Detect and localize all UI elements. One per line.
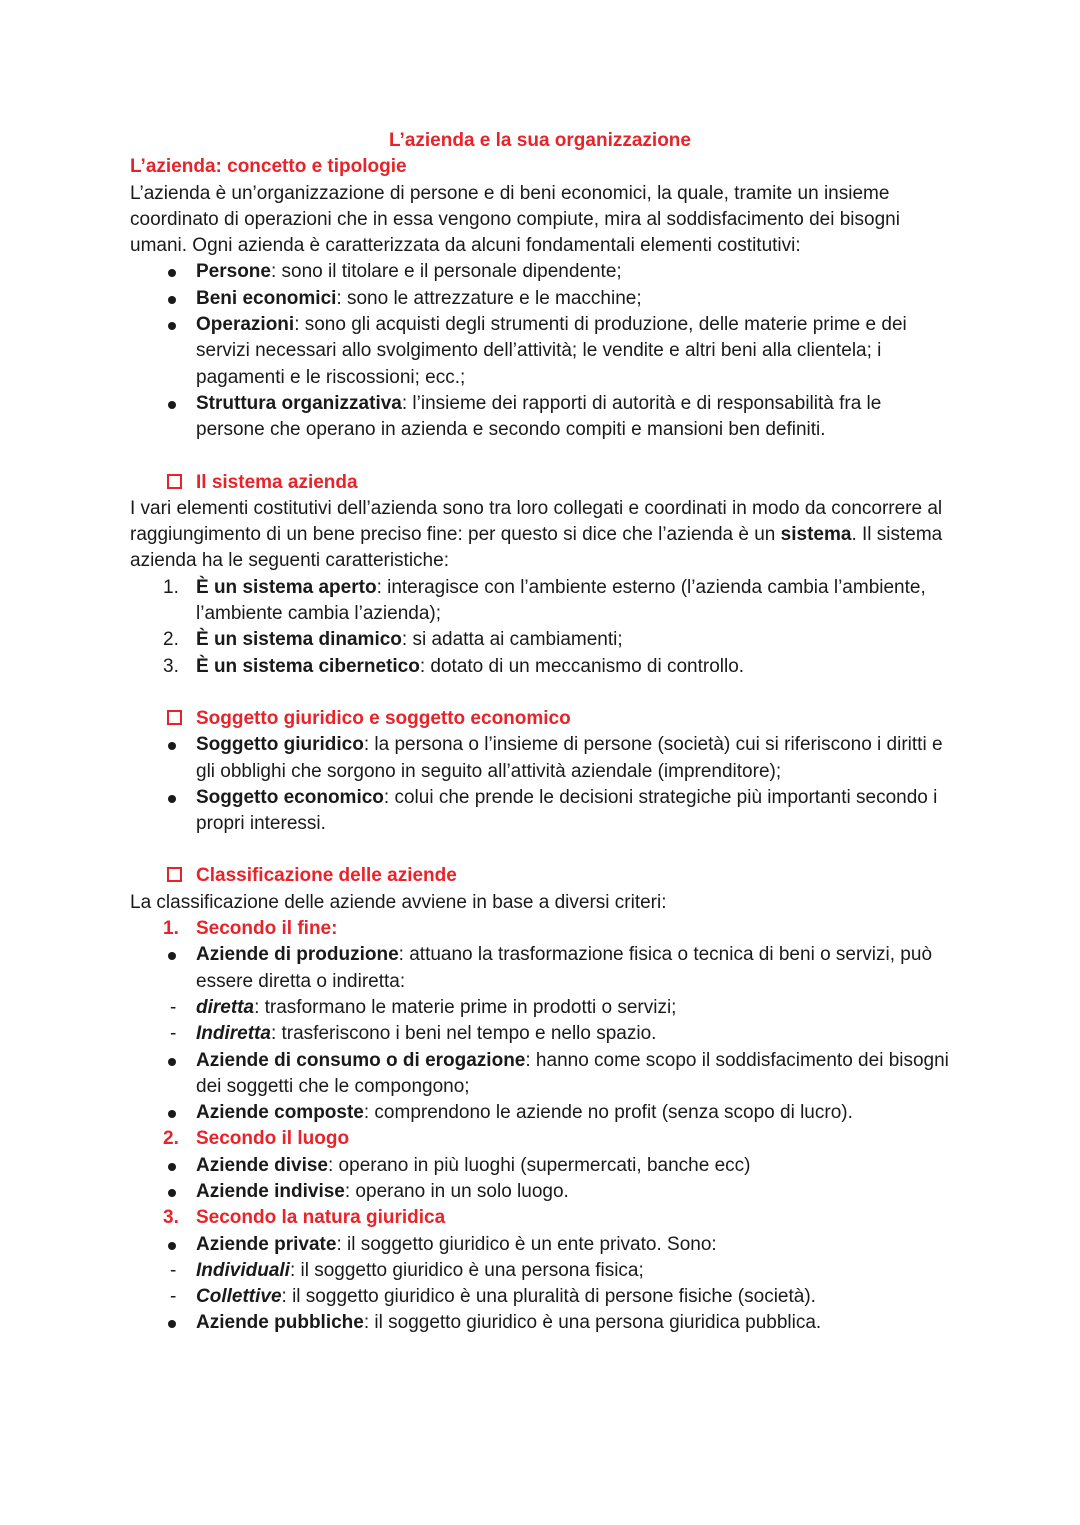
dash-icon: - bbox=[170, 1286, 177, 1308]
term: Aziende private bbox=[196, 1233, 337, 1255]
term: Collettive bbox=[196, 1286, 282, 1308]
section-intro-sistema bbox=[130, 496, 950, 575]
dash-icon: - bbox=[170, 1023, 177, 1045]
term: Persone bbox=[196, 261, 271, 283]
term: Indiretta bbox=[196, 1023, 271, 1045]
section-heading-concetto: L’azienda: concetto e tipologie bbox=[130, 156, 407, 178]
numbered-item bbox=[130, 575, 950, 628]
dash-item bbox=[130, 1021, 950, 1047]
term-desc: : sono le attrezzature e le macchine; bbox=[336, 287, 642, 309]
term: È un sistema cibernetico bbox=[196, 655, 420, 677]
term: Aziende indivise bbox=[196, 1180, 345, 1202]
list-item bbox=[130, 391, 950, 444]
term: Aziende di produzione bbox=[196, 944, 399, 966]
list-item bbox=[130, 1310, 950, 1336]
term: diretta bbox=[196, 996, 255, 1018]
criterion-label: Secondo la natura giuridica bbox=[196, 1207, 446, 1229]
checkbox-icon bbox=[167, 867, 182, 882]
term-desc: : si adatta ai cambiamenti; bbox=[401, 629, 623, 651]
term-desc: : dotato di un meccanismo di controllo. bbox=[419, 655, 745, 677]
list-item bbox=[130, 732, 950, 785]
term-desc: : il soggetto giuridico è un ente privato. Sono: bbox=[336, 1233, 717, 1255]
dash-item bbox=[130, 1284, 950, 1310]
bullet-icon bbox=[168, 1189, 176, 1197]
intro-text: . Il sistema azienda ha le seguenti caratteristiche: bbox=[130, 524, 943, 572]
item-number: 1. bbox=[163, 918, 179, 940]
dash-item bbox=[130, 995, 950, 1021]
criterion-label: Secondo il fine: bbox=[196, 918, 338, 940]
dash-icon: - bbox=[170, 1259, 177, 1281]
intro-bold: sistema bbox=[780, 524, 852, 546]
list-item bbox=[130, 1232, 950, 1258]
section-heading-sistema bbox=[130, 470, 950, 496]
term: Individuali bbox=[196, 1259, 290, 1281]
term: Soggetto economico bbox=[196, 786, 384, 808]
bullet-icon bbox=[168, 322, 176, 330]
criterion-heading bbox=[130, 1205, 950, 1231]
criterion-label: Secondo il luogo bbox=[196, 1128, 350, 1150]
criterion-heading bbox=[130, 1126, 950, 1152]
item-number: 2. bbox=[163, 629, 179, 651]
criterion-heading bbox=[130, 916, 950, 942]
checkbox-icon bbox=[167, 710, 182, 725]
bullet-icon bbox=[168, 795, 176, 803]
term-desc: : operano in più luoghi (supermercati, banche ecc) bbox=[328, 1154, 751, 1176]
term-desc: : colui che prende le decisioni strategiche più importanti secondo i propri interessi. bbox=[196, 786, 938, 835]
list-item bbox=[130, 1153, 950, 1179]
numbered-item bbox=[130, 654, 950, 680]
term-desc: : interagisce con l’ambiente esterno (l’azienda cambia l’ambiente, l’ambiente cambia l’azienda); bbox=[196, 576, 926, 625]
numbered-item bbox=[130, 627, 950, 653]
document-title: L’azienda e la sua organizzazione bbox=[389, 130, 691, 151]
term-desc: : trasformano le materie prime in prodotti o servizi; bbox=[254, 996, 677, 1018]
term-desc: : l’insieme dei rapporti di autorità e di responsabilità fra le persone che operano in azienda e secondo compiti e mansioni ben definiti. bbox=[196, 392, 882, 441]
section-intro-concetto: L’azienda è un’organizzazione di persone e di beni economici, la quale, tramite un insieme coordinato di operazioni che in essa vengono compiute, mira al soddisfacimento dei bisogni umani. Ogni azienda è caratterizzata da alcuni fondamentali elementi costitutivi: bbox=[130, 182, 900, 257]
item-number: 2. bbox=[163, 1128, 179, 1150]
term: È un sistema aperto bbox=[196, 576, 377, 598]
bullet-icon bbox=[168, 401, 176, 409]
term-desc: : operano in un solo luogo. bbox=[344, 1180, 569, 1202]
bullet-icon bbox=[168, 1320, 176, 1328]
document-page bbox=[130, 128, 950, 1337]
list-item bbox=[130, 785, 950, 838]
term: Soggetto giuridico bbox=[196, 734, 364, 756]
list-item bbox=[130, 286, 950, 312]
term: Operazioni bbox=[196, 314, 295, 336]
term-desc: : comprendono le aziende no profit (senza scopo di lucro). bbox=[363, 1102, 853, 1124]
bullet-icon bbox=[168, 1058, 176, 1066]
term-desc: : la persona o l’insieme di persone (società) cui si riferiscono i diritti e gli obblighi che sorgono in seguito all’attività aziendale (imprenditore); bbox=[196, 734, 943, 782]
term-desc: : il soggetto giuridico è una pluralità di persone fisiche (società). bbox=[281, 1286, 816, 1308]
intro-text: I vari elementi costitutivi dell’azienda sono tra loro collegati e coordinati in modo da concorrere al raggiungimento di un bene preciso fine: per questo si dice che l’azienda è un bbox=[130, 497, 943, 546]
term-desc: : attuano la trasformazione fisica o tecnica di beni o servizi, può essere diretta o indiretta: bbox=[196, 944, 933, 992]
bullet-icon bbox=[168, 952, 176, 960]
section-heading-label: Classificazione delle aziende bbox=[196, 865, 457, 887]
term: Aziende di consumo o di erogazione bbox=[196, 1049, 526, 1071]
item-number: 1. bbox=[163, 576, 179, 598]
section-heading-soggetto bbox=[130, 706, 950, 732]
list-item bbox=[130, 312, 950, 391]
term: Aziende pubbliche bbox=[196, 1312, 364, 1334]
bullet-icon bbox=[168, 742, 176, 750]
term: È un sistema dinamico bbox=[196, 629, 402, 651]
term-desc: : trasferiscono i beni nel tempo e nello spazio. bbox=[270, 1023, 657, 1045]
section-heading-label: Soggetto giuridico e soggetto economico bbox=[196, 707, 571, 729]
term-desc: : sono il titolare e il personale dipendente; bbox=[270, 261, 622, 283]
list-item bbox=[130, 1179, 950, 1205]
dash-icon: - bbox=[170, 996, 177, 1018]
list-item bbox=[130, 259, 950, 285]
term-desc: : hanno come scopo il soddisfacimento dei bisogni dei soggetti che le compongono; bbox=[196, 1049, 949, 1097]
term: Aziende divise bbox=[196, 1154, 328, 1176]
bullet-icon bbox=[168, 296, 176, 304]
list-item bbox=[130, 1100, 950, 1126]
bullet-icon bbox=[168, 1242, 176, 1250]
bullet-icon bbox=[168, 269, 176, 277]
term: Struttura organizzativa bbox=[196, 392, 402, 414]
term-desc: : sono gli acquisti degli strumenti di produzione, delle materie prime e dei servizi necessari allo svolgimento dell’attività; le vendite e altri beni alla clientela; i pagamenti e le riscossioni; ecc.; bbox=[196, 314, 907, 388]
list-item bbox=[130, 942, 950, 995]
list-item bbox=[130, 1048, 950, 1101]
section-heading-label: Il sistema azienda bbox=[196, 471, 358, 493]
bullet-icon bbox=[168, 1163, 176, 1171]
term-desc: : il soggetto giuridico è una persona fisica; bbox=[289, 1259, 644, 1281]
item-number: 3. bbox=[163, 655, 179, 677]
section-heading-classificazione bbox=[130, 863, 950, 889]
item-number: 3. bbox=[163, 1207, 179, 1229]
section-intro-classificazione: La classificazione delle aziende avviene in base a diversi criteri: bbox=[130, 891, 667, 913]
checkbox-icon bbox=[167, 474, 182, 489]
term: Beni economici bbox=[196, 287, 337, 309]
bullet-icon bbox=[168, 1110, 176, 1118]
term-desc: : il soggetto giuridico è una persona giuridica pubblica. bbox=[363, 1312, 822, 1334]
dash-item bbox=[130, 1258, 950, 1284]
term: Aziende composte bbox=[196, 1102, 364, 1124]
